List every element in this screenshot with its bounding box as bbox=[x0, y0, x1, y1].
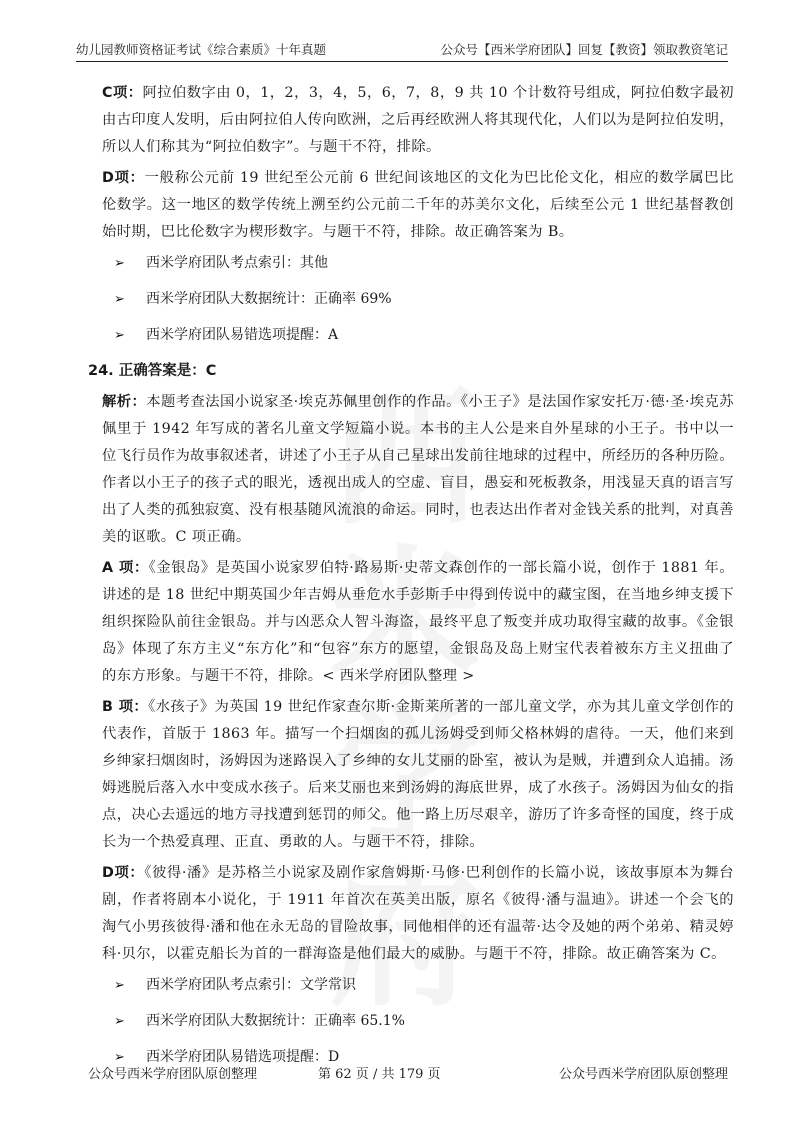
arrow-bullet-icon: ➢ bbox=[114, 292, 125, 307]
bullet-text: 西米学府团队易错选项提醒：A bbox=[146, 327, 339, 343]
bullet-item bbox=[114, 250, 746, 277]
option-a bbox=[102, 555, 734, 690]
footer-right: 公众号西米学府团队原创整理 bbox=[558, 1067, 728, 1082]
header-left-title: 幼儿园教师资格证考试《综合素质》十年真题 bbox=[76, 42, 327, 57]
option-d bbox=[102, 860, 734, 968]
analysis-lead: 解析： bbox=[102, 394, 147, 410]
bullet-item bbox=[114, 286, 746, 313]
option-text: 《彼得·潘》是苏格兰小说家及剧作家詹姆斯·马修·巴利创作的长篇小说，该故事原本为舞台剧，作者将剧本小说化，于 1911 年首次在英美出版，原名《彼得·潘与温迪》。讲述一个会飞的淘气小男孩彼得·潘和他在永无岛的冒险故事，同他相伴的还有温蒂·达令及她的两个弟弟、精灵婷科·贝尔，以霍克船长为首的一群海盗是他们最大的威胁。与题干不符，排除。故正确答案为 C。 bbox=[102, 865, 734, 962]
page-number: 第 62 页 / 共 179 页 bbox=[318, 1067, 441, 1082]
bullet-text: 西米学府团队大数据统计：正确率 69% bbox=[146, 291, 392, 307]
arrow-bullet-icon: ➢ bbox=[114, 1050, 125, 1065]
option-lead: B 项： bbox=[102, 699, 149, 715]
bullet-item bbox=[114, 322, 746, 349]
arrow-bullet-icon: ➢ bbox=[114, 256, 125, 271]
bullet-text: 西米学府团队大数据统计：正确率 65.1% bbox=[146, 1013, 405, 1029]
arrow-bullet-icon: ➢ bbox=[114, 978, 125, 993]
question-24-title: 24. 正确答案是：C bbox=[88, 363, 217, 379]
header-right-notice: 公众号【西米学府团队】回复【教资】领取教资笔记 bbox=[440, 42, 728, 57]
option-text: 《水孩子》为英国 19 世纪作家查尔斯·金斯莱所著的一部儿童文学，亦为其儿童文学创作的代表作，首版于 1863 年。描写一个扫烟囱的孤儿汤姆受到师父格林姆的虐待。一天，他们来到乡绅家扫烟囱时，汤姆因为迷路误入了乡绅的女儿艾丽的卧室，被认为是贼，并遭到众人追捕。汤姆逃脱后落入水中变成水孩子。后来艾丽也来到汤姆的海底世界，成了水孩子。汤姆因为仙女的指点，决心去遥远的地方寻找遭到惩罚的师父。他一路上历尽艰辛，游历了许多奇怪的国度，终于成长为一个热爱真理、正直、勇敢的人。与题干不符，排除。 bbox=[102, 699, 734, 850]
bullet-text: 西米学府团队考点索引：文学常识 bbox=[146, 977, 356, 993]
option-lead: D项： bbox=[102, 865, 145, 881]
option-c-prev bbox=[102, 80, 734, 161]
page-body bbox=[88, 80, 734, 1080]
option-b bbox=[102, 694, 734, 856]
bullet-text: 西米学府团队易错选项提醒：D bbox=[146, 1049, 340, 1065]
option-text: 阿拉伯数字由 0，1，2，3，4，5，6，7，8，9 共 10 个计数符号组成，阿拉伯数字最初由古印度人发明，后由阿拉伯人传向欧洲，之后再经欧洲人将其现代化，人们以为是阿拉伯发明，所以人们称其为“阿拉伯数字”。与题干不符，排除。 bbox=[102, 85, 734, 155]
bullet-item bbox=[114, 972, 746, 999]
bullet-item bbox=[114, 1008, 746, 1035]
analysis-paragraph bbox=[102, 389, 734, 551]
option-d-prev bbox=[102, 165, 734, 246]
option-text: 一般称公元前 19 世纪至公元前 6 世纪间该地区的文化为巴比伦文化，相应的数学属巴比伦数学。这一地区的数学传统上溯至约公元前二千年的苏美尔文化，后续至公元 1 世纪基督教创始时期，巴比伦数字为楔形数字。与题干不符，排除。故正确答案为 B。 bbox=[102, 170, 734, 240]
footer-left: 公众号西米学府团队原创整理 bbox=[88, 1067, 258, 1082]
arrow-bullet-icon: ➢ bbox=[114, 328, 125, 343]
bullet-text: 西米学府团队考点索引：其他 bbox=[146, 255, 328, 271]
option-lead: C项： bbox=[102, 85, 143, 101]
analysis-text: 本题考查法国小说家圣·埃克苏佩里创作的作品。《小王子》是法国作家安托万·德·圣·埃克苏佩里于 1942 年写成的著名儿童文学短篇小说。本书的主人公是来自外星球的小王子。书中以一位飞行员作为故事叙述者，讲述了小王子从自己星球出发前往地球的过程中，所经历的各种历险。作者以小王子的孩子式的眼光，透视出成人的空虚、盲目，愚妄和死板教条，用浅显天真的语言写出了人类的孤独寂寞、没有根基随风流浪的命运。同时，也表达出作者对金钱关系的批判，对真善美的讴歌。C 项正确。 bbox=[102, 394, 734, 545]
option-text: 《金银岛》是英国小说家罗伯特·路易斯·史蒂文森创作的一部长篇小说，创作于 1881 年。讲述的是 18 世纪中期英国少年吉姆从垂危水手彭斯手中得到传说中的藏宝图，在当地乡绅支援下组织探险队前往金银岛。并与凶恶众人智斗海盗，最终平息了叛变并成功取得宝藏的故事。《金银岛》体现了东方主义“东方化”和“包容”东方的愿望，金银岛及岛上财宝代表着被东方主义扭曲了的东方形象。与题干不符，排除。< 西米学府团队整理 > bbox=[102, 560, 734, 684]
page-header bbox=[76, 36, 728, 62]
page-footer bbox=[88, 1063, 728, 1087]
arrow-bullet-icon: ➢ bbox=[114, 1014, 125, 1029]
option-lead: D项： bbox=[102, 170, 145, 186]
option-lead: A 项： bbox=[102, 560, 149, 576]
